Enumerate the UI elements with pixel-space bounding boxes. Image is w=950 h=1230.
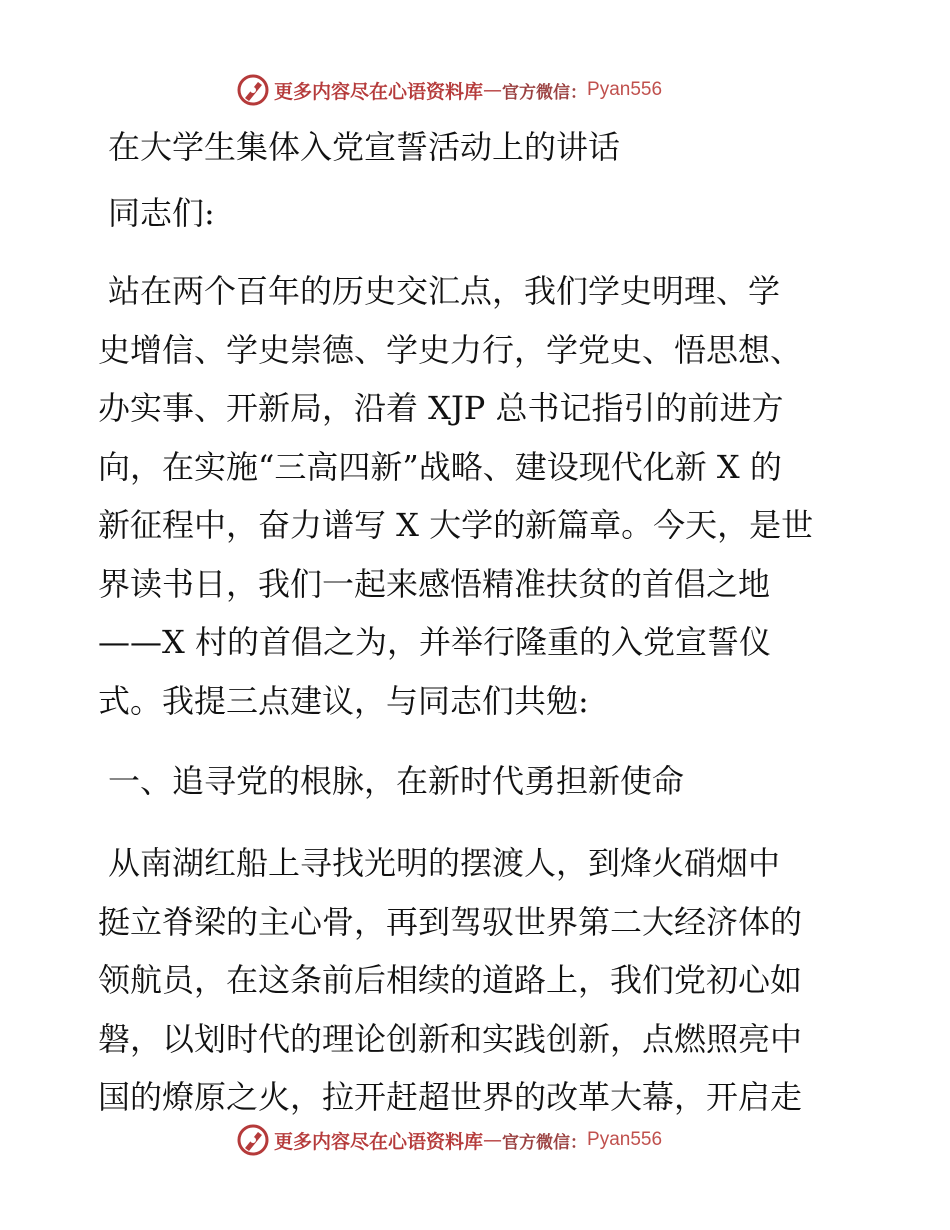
watermark-main-text: 更多内容尽在心语资料库 xyxy=(274,80,484,103)
watermark-wechat-id: Pyan556 xyxy=(587,1129,663,1150)
paragraph-line: ——X 村的首倡之为，并举行隆重的入党宣誓仪 xyxy=(98,623,771,661)
pen-logo-icon xyxy=(236,1123,270,1157)
watermark-label: 官方微信： xyxy=(502,1132,588,1153)
section-heading-1: 一、追寻党的根脉，在新时代勇担新使命 xyxy=(108,762,685,800)
paragraph-line: 向，在实施“三高四新”战略、建设现代化新 X 的 xyxy=(98,447,782,486)
paragraph-1 xyxy=(98,262,858,730)
watermark-main-text: 更多内容尽在心语资料库 xyxy=(274,1130,484,1153)
document-title: 在大学生集体入党宣誓活动上的讲话 xyxy=(108,128,621,166)
document-body xyxy=(98,118,858,1127)
paragraph-line: 磐，以划时代的理论创新和实践创新，点燃照亮中 xyxy=(98,1019,803,1058)
paragraph-line: 史增信、学史崇德、学史力行，学党史、悟思想、 xyxy=(98,330,803,369)
paragraph-line: 站在两个百年的历史交汇点，我们学史明理、学 xyxy=(108,272,781,310)
paragraph-line: 式。我提三点建议，与同志们共勉: xyxy=(98,681,589,720)
watermark-separator: — xyxy=(483,79,503,101)
footer-watermark xyxy=(236,1122,662,1158)
paragraph-line: 办实事、开新局，沿着 XJP 总书记指引的前进方 xyxy=(98,389,784,427)
paragraph-line: 界读书日，我们一起来感悟精准扶贫的首倡之地 xyxy=(98,564,771,603)
paragraph-line: 领航员，在这条前后相续的道路上，我们党初心如 xyxy=(98,961,803,999)
paragraph-2 xyxy=(98,834,858,1127)
paragraph-line: 挺立脊梁的主心骨，再到驾驭世界第二大经济体的 xyxy=(98,902,803,941)
watermark-wechat-id: Pyan556 xyxy=(587,79,663,100)
paragraph-line: 从南湖红船上寻找光明的摆渡人，到烽火硝烟中 xyxy=(108,844,781,882)
watermark-label: 官方微信： xyxy=(502,82,588,103)
paragraph-line: 国的燎原之火，拉开赶超世界的改革大幕，开启走 xyxy=(98,1078,803,1116)
pen-logo-icon xyxy=(236,73,270,107)
header-watermark xyxy=(236,72,662,108)
greeting: 同志们: xyxy=(108,194,215,232)
watermark-separator: — xyxy=(483,1129,503,1151)
paragraph-line: 新征程中，奋力谱写 X 大学的新篇章。今天，是世 xyxy=(98,506,814,544)
